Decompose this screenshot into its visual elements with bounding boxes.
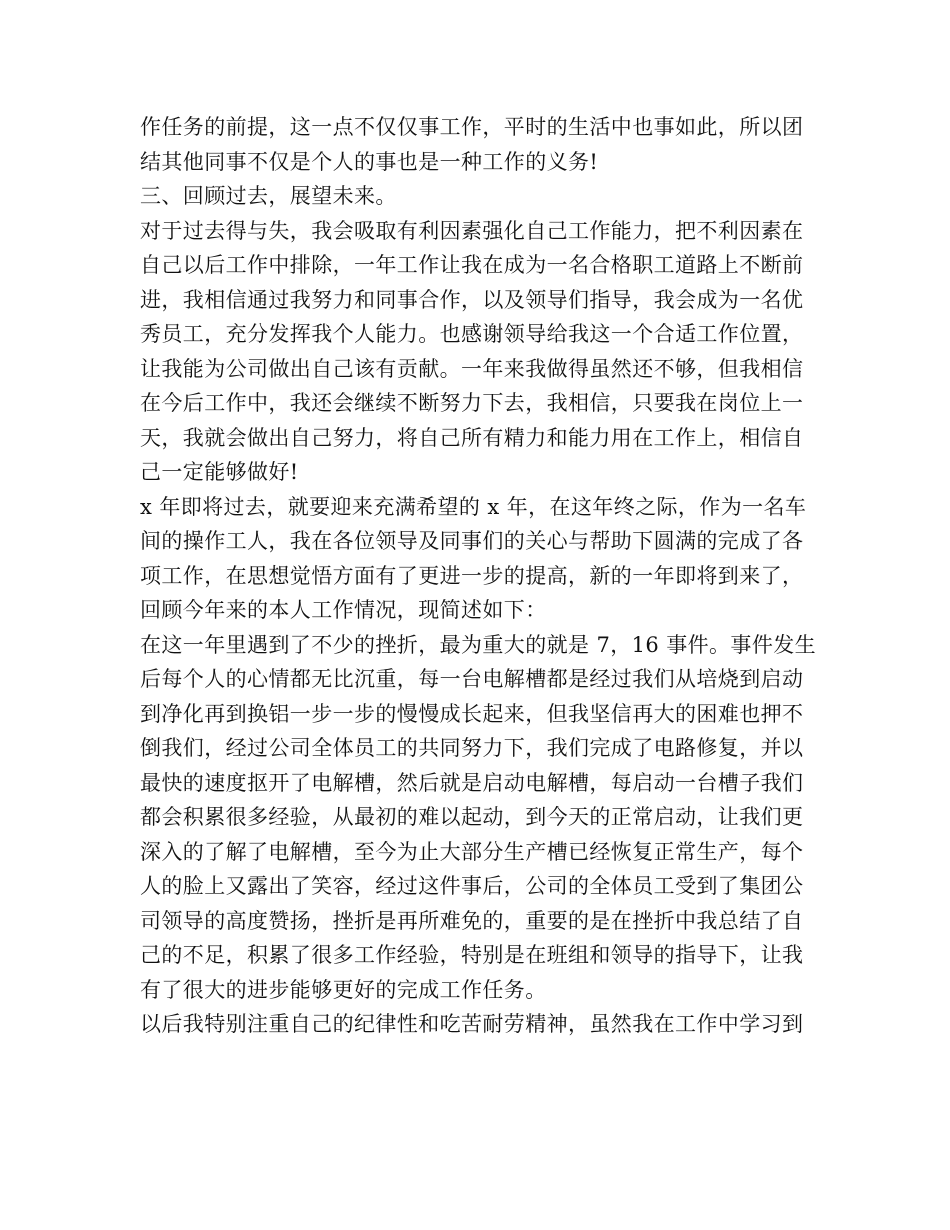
text-line: 项工作，在思想觉悟方面有了更进一步的提高，新的一年即将到来了， — [140, 563, 804, 588]
text-line: 回顾今年来的本人工作情况，现简述如下： — [140, 598, 547, 622]
text-line: 己一定能够做好! — [140, 460, 299, 484]
text-line: 以后我特别注重自己的纪律性和吃苦耐劳精神，虽然我在工作中学习到 — [140, 1012, 804, 1036]
text-line: 到净化再到换铝一步一步的慢慢成长起来，但我坚信再大的困难也押不 — [140, 701, 804, 726]
document-body — [140, 110, 820, 1042]
text-line: 让我能为公司做出自己该有贡献。一年来我做得虽然还不够，但我相信 — [140, 356, 804, 381]
section-heading: 三、回顾过去，展望未来。 — [140, 184, 397, 208]
text-line: 间的操作工人，我在各位领导及同事们的关心与帮助下圆满的完成了各 — [140, 529, 804, 553]
text-line: 天，我就会做出自己努力，将自己所有精力和能力用在工作上，相信自 — [140, 425, 804, 450]
text-line: 有了很大的进步能够更好的完成工作任务。 — [140, 977, 547, 1002]
text-line: 结其他同事不仅是个人的事也是一种工作的义务! — [140, 149, 599, 174]
text-line: 司领导的高度赞扬，挫折是再所难免的，重要的是在挫折中我总结了自 — [140, 908, 804, 933]
text-line: 自己以后工作中排除，一年工作让我在成为一名合格职工道路上不断前 — [140, 253, 804, 277]
text-line: 最快的速度抠开了电解槽，然后就是启动电解槽，每启动一台槽子我们 — [140, 770, 804, 795]
text-line: 对于过去得与失，我会吸取有利因素强化自己工作能力，把不利因素在 — [140, 218, 804, 243]
text-line: 深入的了解了电解槽，至今为止大部分生产槽已经恢复正常生产，每个 — [140, 839, 804, 864]
text-line: 倒我们，经过公司全体员工的共同努力下，我们完成了电路修复，并以 — [140, 736, 804, 760]
text-line: 作任务的前提，这一点不仅仅事工作，平时的生活中也事如此，所以团 — [140, 115, 804, 139]
text-line: 在今后工作中，我还会继续不断努力下去，我相信，只要我在岗位上一 — [140, 391, 804, 415]
text-line: 己的不足，积累了很多工作经验，特别是在班组和领导的指导下，让我 — [140, 943, 804, 967]
text-line: 秀员工，充分发挥我个人能力。也感谢领导给我这一个合适工作位置， — [140, 322, 804, 346]
text-line: 在这一年里遇到了不少的挫折，最为重大的就是 7，16 事件。事件发生 — [140, 632, 817, 657]
text-line: 人的脸上又露出了笑容，经过这件事后，公司的全体员工受到了集团公 — [140, 874, 804, 898]
text-line: 后每个人的心情都无比沉重，每一台电解槽都是经过我们从培烧到启动 — [140, 667, 804, 691]
text-line: 进，我相信通过我努力和同事合作，以及领导们指导，我会成为一名优 — [140, 287, 804, 312]
text-line: x 年即将过去，就要迎来充满希望的 x 年，在这年终之际，作为一名车 — [140, 494, 807, 519]
text-line: 都会积累很多经验，从最初的难以起动，到今天的正常启动，让我们更 — [140, 805, 804, 829]
